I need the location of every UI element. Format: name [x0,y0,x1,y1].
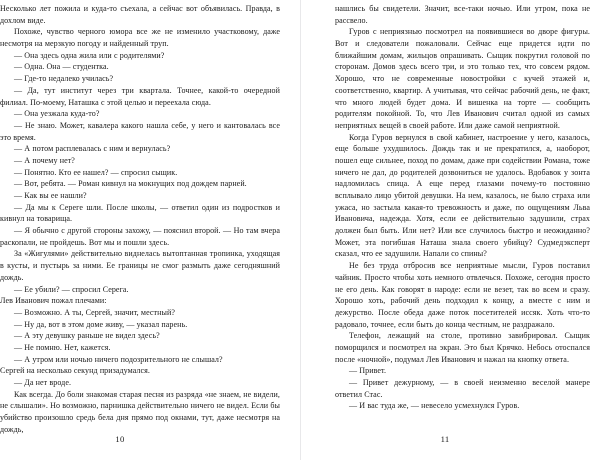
paragraph: Когда Гуров вернулся в свой кабинет, настроение у него, казалось, еще больше ухудшилось. Дождь так и не прекратился, а, наоборот, пошел еще сильнее, поход по домам, даже при содействии Романа, тоже ничего не дал, до родителей дозвониться не удалось. Вдобавок у зонта надломилась спица. А еще перед глазами почему-то постоянно всплывало лицо убитой девушки. На нем, казалось, не было страха или ужаса, но застыла какая-то тревожность и даже, по ощущениям Льва Ивановича, надежда. Хотя, если ее действительно задушили, страх должен был быть. Или нет? Или все случилось быстро и неожиданно? Может, эта погибшая Наташа знала своего убийцу? Судмедэксперт сказал, что ее задушили. Напали со спины? [335,132,590,259]
right-page-textblock [335,3,590,412]
paragraph: — А эту девушку раньше не видел здесь? [14,331,160,341]
right-page [300,0,600,460]
paragraph: — А утром или ночью ничего подозрительного не слышал? [14,354,223,364]
paragraph: — Да мы к Сереге шли. После школы, — ответил один из подростков и кивнул на товарища. [0,202,280,224]
paragraph: нашлись бы свидетели. Значит, все-таки ночью. Или утром, пока не рассвело. [335,4,590,25]
paragraph: Несколько лет пожила и куда-то съехала, а сейчас вот объявилась. Правда, в дохлом виде. [0,4,280,25]
paragraph: — Ну да, вот в этом доме живу, — указал парень. [14,319,188,329]
left-page-textblock [0,3,280,435]
paragraph: — Как вы ее нашли? [14,191,87,200]
paragraph: — Привет дежурному, — в своей неизменно веселой манере ответил Стас. [335,378,590,399]
paragraph: Гуров с неприязнью посмотрел на появившиеся во дворе фигуры. Вот и следователи пожаловали. Сейчас еще придется идти по ближайшим домам, жильцов опрашивать. Сыщик покрутил головой по сторонам. Домов здесь всего три, и это только тех, что совсем рядом. Хорошо, что не современные новостройки с кучей этажей и, соответственно, квартир. А учитывая, что сейчас рабочий день, не факт, что много людей будет дома. И вишенка на торте — сообщить родителям покойной. То, что Лев Иванович считал одной из самых неприятных вещей в своей работе. Или даже самой неприятной. [335,27,590,130]
paragraph: — Понятно. Кто ее нашел? — спросил сыщик. [14,167,178,177]
paragraph: — Она уезжала куда-то? [14,109,100,119]
paragraph: — Да нет вроде. [14,378,72,387]
paragraph: — Не помню. Нет, кажется. [14,342,111,352]
paragraph: — Ее убили? — спросил Серега. [14,284,129,294]
paragraph: — Привет. [349,366,387,376]
paragraph: — Не знаю. Может, кавалера какого нашла себе, у него и кантовалась все это время. [0,120,280,142]
paragraph: Сергей на несколько секунд призадумался. [0,366,150,376]
paragraph: Не без труда отбросив все неприятные мысли, Гуров поставил чайник. Просто чтобы хоть немного отвлечься. Похоже, сегодня просто не его день. Как говорят в народе: если не везет, так во всем и сразу. Хорошо хоть, рабочий день подходил к концу, а вместе с ним и дежурство. После обеда даже поток посетителей иссяк. Хоть что-то радовало, точнее, если быть до конца честным, не раздражало. [335,261,590,329]
paragraph: — А почему нет? [14,155,75,165]
paragraph: — Одна. Она — студентка. [14,62,109,72]
paragraph: — И вас туда же, — невесело усмехнулся Гуров. [349,401,520,411]
paragraph: Как всегда. До боли знакомая старая песня из разряда «не знаем, не видели, не слышали». Но возможно, парнишка действительно ничего не видел. Если бы убийство произошло средь бела дня прямо под окнами, тут, даже несмотря на дождь, [0,389,280,434]
paragraph: За «Жигулями» действительно виднелась вытоптанная тропинка, уходящая в кусты, и пустырь за ними. Ее границы не смог размыть даже сегодняшний дождь. [0,249,280,282]
paragraph: — А потом расплевалась с ним и вернулась? [14,144,171,154]
paragraph: Похоже, чувство черного юмора все же не изменило участковому, даже несмотря на мерзкую погоду и найденный труп. [0,27,280,49]
page-number-right: 11 [440,434,450,445]
paragraph: Лев Иванович пожал плечами: [0,296,107,306]
paragraph: — Я обычно с другой стороны захожу, — пояснил второй. — Но там вчера раскопали, не пройдешь. Вот мы и пошли здесь. [0,226,280,247]
paragraph: Телефон, лежащий на столе, противно завибрировал. Сыщик поморщился и посмотрел на экран. Это был Крячко. Небось отоспался после «ночной», подумал Лев Иванович и нажал на кнопку ответа. [335,331,590,364]
paragraph: — Где-то недалеко училась? [14,74,114,84]
page-number-left: 10 [115,434,125,445]
paragraph: — Вот, ребята. — Роман кивнул на мокнущих под дождем парней. [14,179,247,189]
paragraph: — Она здесь одна жила или с родителями? [14,50,165,60]
paragraph: — Возможно. А ты, Сергей, значит, местный? [14,307,175,317]
paragraph: — Да, тут институт через три квартала. Точнее, какой-то очередной филиал. По-моему, Наташка с этой целью и переехала сюда. [0,85,280,107]
